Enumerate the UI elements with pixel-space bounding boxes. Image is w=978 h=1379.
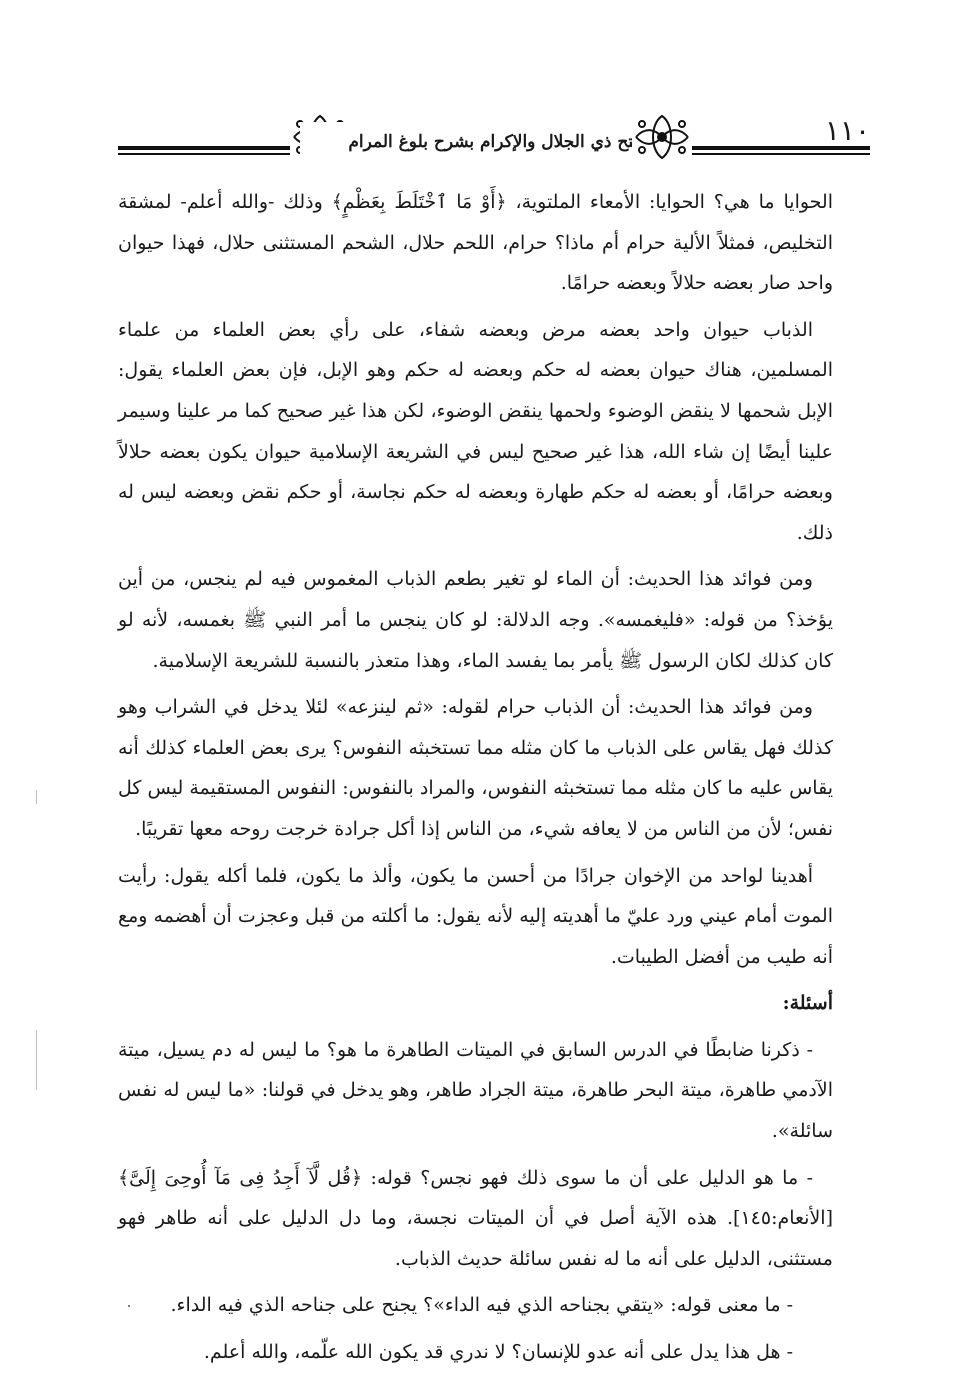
paragraph: ومن فوائد هذا الحديث: أن الماء لو تغير بطعم الذباب المغموس فيه لم ينجس، من أين يؤخذ؟ من قوله: «فليغمسه». وجه الدلالة: لو كان ينجس ما أمر النبي ﷺ بغمسه، لأنه لو كان كذلك لكان الرسول ﷺ يأمر بما يفسد الماء، وهذا متعذر بالنسبة للشريعة الإسلامية.	[118, 568, 833, 672]
paragraph: أهدينا لواحد من الإخوان جرادًا من أحسن ما يكون، وألذ ما يكون، فلما أكله يقول: رأيت الموت أمام عيني ورد عليّ ما أهديته إليه لأنه يقول: ما أكلته من قبل وعجزت أن أهضمه ومع أنه طيب من أفضل الطيبات.	[118, 864, 833, 968]
page-number: ١١٠	[824, 114, 870, 147]
question-item: - هل هذا يدل على أنه عدو للإنسان؟ لا ندري قد يكون الله علّمه، والله أعلم.	[203, 1341, 793, 1364]
paragraph: الحوايا ما هي؟ الحوايا: الأمعاء الملتوية، ﴿أَوْ مَا ٱخْتَلَطَ بِعَظْمٍ﴾ وذلك -والله أعلم- لمشقة التخليص، فمثلاً الألية حرام أم ماذا؟ حرام، اللحم حلال، الشحم المستثنى حلال، فهذا حيوان واحد صار بعضه حلالاً وبعضه حرامًا.	[118, 191, 833, 295]
question-item: - ما معنى قوله: «يتقي بجناحه الذي فيه الداء»؟ يجنح على جناحه الذي فيه الداء.	[170, 1294, 793, 1317]
paragraph: ومن فوائد هذا الحديث: أن الذباب حرام لقوله: «ثم لينزعه» لئلا يدخل في الشراب وهو كذلك فهل يقاس على الذباب ما كان مثله مما تستخبثه النفوس؟ يرى بعض العلماء كذلك أنه يقاس عليه ما كان مثله مما تستخبثه النفوس، والمراد بالنفوس: النفوس المستقيمة ليس كل نفس؛ لأن من الناس من لا يعافه شيء، من الناس إذا أكل جرادة خرجت روحه معها تقريبًا.	[118, 696, 833, 840]
scan-dot	[128, 1305, 130, 1307]
scan-mark	[36, 1030, 37, 1090]
paragraph: الذباب حيوان واحد بعضه مرض وبعضه شفاء، على رأي بعض العلماء من علماء المسلمين، هناك حيوان بعضه له حكم وبعضه له حكم وهو الإبل، فإن بعض العلماء يقول: الإبل شحمها لا ينقض الوضوء ولحمها ينقض الوضوء، لكن هذا غير صحيح كما مر علينا وسيمر علينا أيضًا إن شاء الله، هذا غير صحيح ليس في الشريعة الإسلامية حيوان يكون بعضه حلالاً وبعضه حرامًا، أو بعضه له حكم طهارة وبعضه له حكم نجاسة، أو حكم نقض وبعضه ليس له ذلك.	[118, 318, 833, 544]
question-item: - ما هو الدليل على أن ما سوى ذلك فهو نجس؟ قوله: ﴿قُل لَّآ أَجِدُ فِى مَآ أُوحِىَ إِلَىَّ﴾ [الأنعام:١٤٥]. هذه الآية أصل في أن الميتات نجسة، وما دل الدليل على أنه طاهر فهو مستثنى، الدليل على أنه ما له نفس سائلة حديث الذباب.	[118, 1166, 833, 1270]
ornament-icon	[632, 112, 692, 162]
question-item: - ذكرنا ضابطًا في الدرس السابق في الميتات الطاهرة ما هو؟ ما ليس له دم يسيل، ميتة الآدمي طاهرة، ميتة البحر طاهرة، ميتة الجراد طاهر، وهو يدخل في قولنا: «ما ليس له نفس سائلة».	[118, 1038, 833, 1143]
page-header	[110, 108, 870, 168]
questions-heading: أسئلة:	[782, 992, 833, 1015]
scan-mark	[36, 790, 37, 804]
book-title: فتح ذي الجلال والإكرام بشرح بلوغ المرام	[348, 132, 642, 152]
body-text	[118, 182, 833, 1379]
